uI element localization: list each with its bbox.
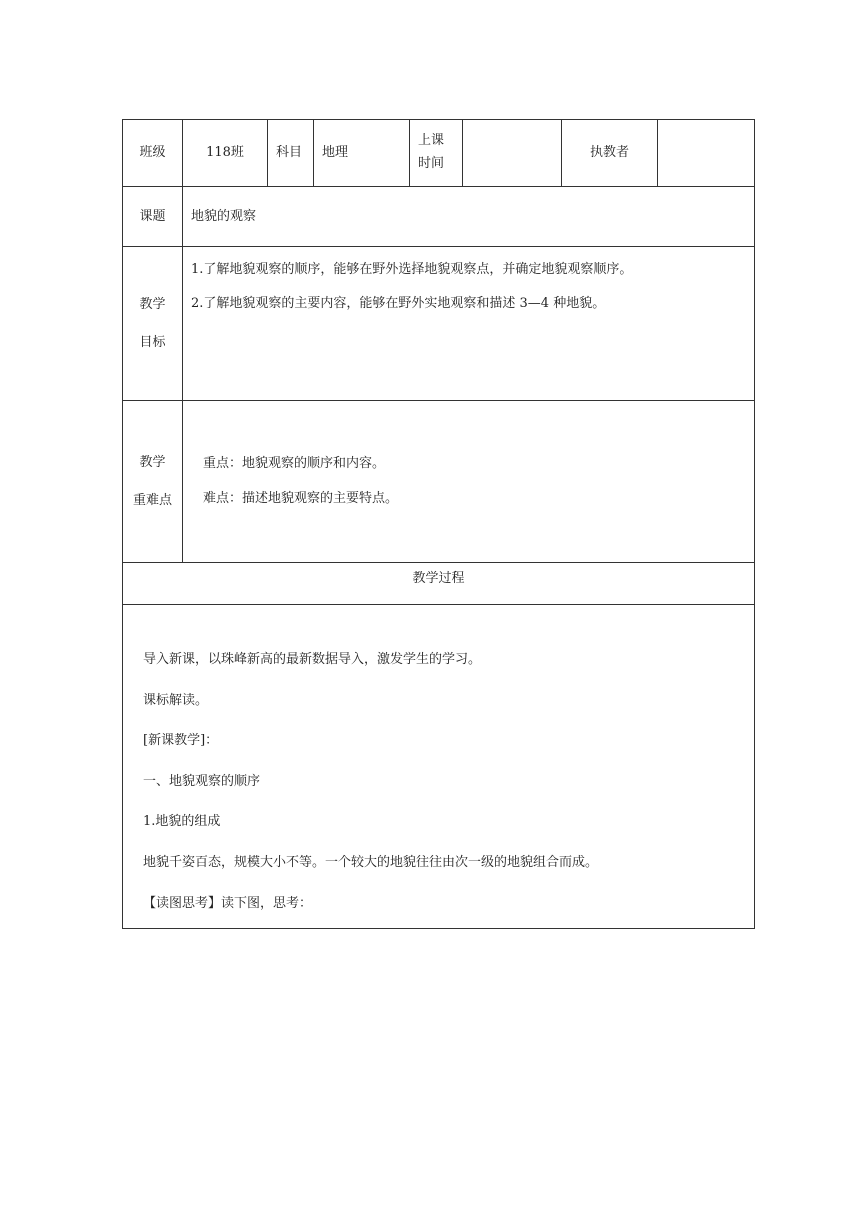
topic-value: 地貌的观察 [183, 187, 755, 247]
process-paragraph: 地貌千姿百态，规模大小不等。一个较大的地貌往往由次一级的地貌组合而成。 [143, 854, 599, 870]
goal-item: 2.了解地貌观察的主要内容，能够在野外实地观察和描述 3—4 种地貌。 [191, 295, 606, 311]
process-paragraph: 导入新课，以珠峰新高的最新数据导入，激发学生的学习。 [143, 652, 482, 667]
goals-row [123, 247, 755, 401]
process-content [123, 605, 755, 929]
goals-label [123, 247, 183, 401]
goals-content [183, 247, 755, 401]
goals-label-line1: 教学 [139, 296, 166, 312]
key-points-label-line1: 教学 [139, 454, 166, 470]
teacher-value [658, 120, 755, 187]
process-paragraph: [新课教学]： [143, 733, 219, 749]
key-point-item: 重点：地貌观察的顺序和内容。 [203, 456, 386, 472]
time-value [463, 120, 562, 187]
process-title: 教学过程 [123, 563, 755, 605]
teacher-label: 执教者 [562, 120, 658, 187]
topic-row [123, 187, 755, 247]
class-label: 班级 [123, 120, 183, 187]
topic-label: 课题 [123, 187, 183, 247]
process-row [123, 605, 755, 929]
lesson-plan-table [122, 119, 755, 929]
key-points-content [183, 401, 755, 563]
process-paragraph: 课标解读。 [143, 692, 209, 708]
subject-value: 地理 [314, 120, 410, 187]
process-title-row [123, 563, 755, 605]
process-paragraph: 一、地貌观察的顺序 [143, 773, 261, 789]
key-points-row [123, 401, 755, 563]
process-paragraph: 【读图思考】读下图，思考： [143, 895, 313, 911]
subject-label: 科目 [268, 120, 314, 187]
key-points-label [123, 401, 183, 563]
time-label [410, 120, 463, 187]
key-point-item: 难点：描述地貌观察的主要特点。 [203, 491, 399, 506]
class-value: 118班 [183, 120, 268, 187]
goal-item: 1.了解地貌观察的顺序，能够在野外选择地貌观察点，并确定地貌观察顺序。 [191, 262, 633, 277]
process-paragraph: 1.地貌的组成 [143, 814, 221, 830]
key-points-label-line2: 重难点 [132, 492, 172, 508]
header-row [123, 120, 755, 187]
time-label-line1: 上课 [418, 133, 445, 149]
time-label-line2: 时间 [418, 156, 445, 171]
goals-label-line2: 目标 [139, 334, 166, 350]
